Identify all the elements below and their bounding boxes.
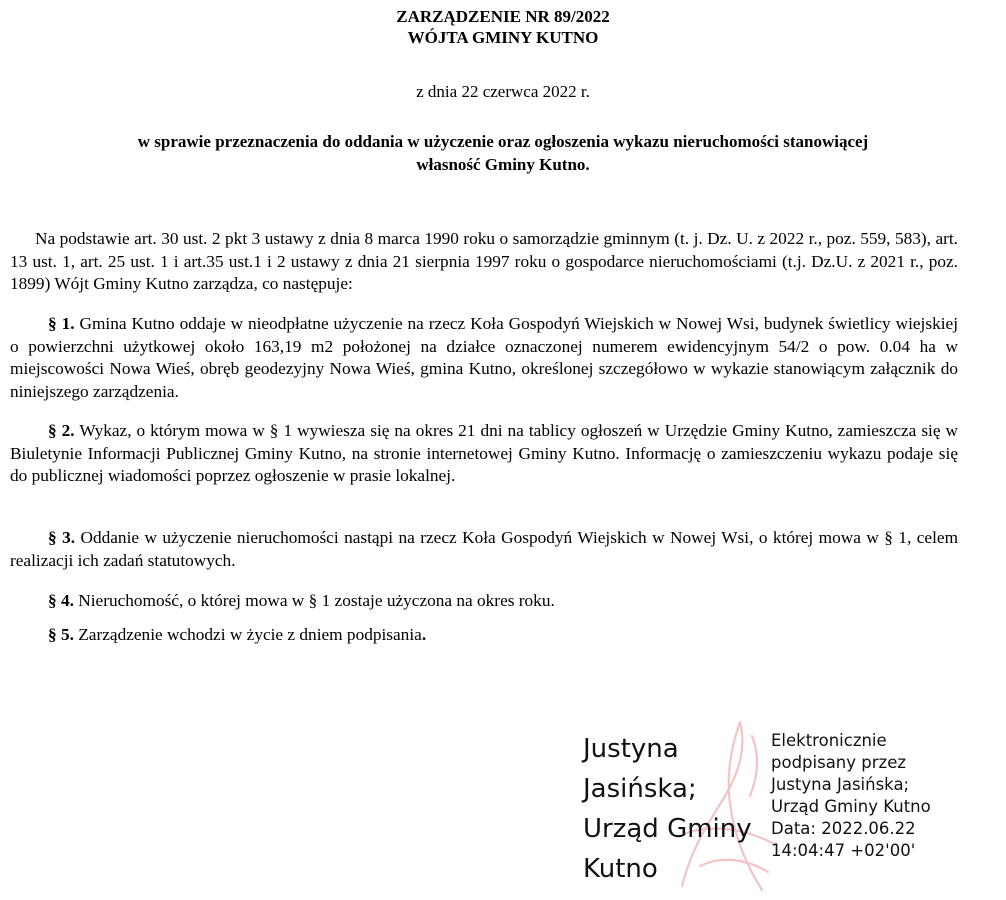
- document-title: [0, 6, 1006, 48]
- signer-name-line-4: Kutno: [583, 854, 658, 884]
- section-1: [10, 313, 958, 403]
- signature-details-line-6: 14:04:47 +02'00': [771, 841, 916, 860]
- section-5-label: § 5.: [48, 625, 74, 644]
- section-1-text: Gmina Kutno oddaje w nieodpłatne użyczenie na rzecz Koła Gospodyń Wiejskich w Nowej Wsi, budynek świetlicy wiejskiej o powierzchni użytkowej około 163,19 m2 położonej na działce oznaczonej numerem ewidencyjnym 54/2 o pow. 0.04 ha w miejscowości Nowa Wieś, obręb geodezyjny Nowa Wieś, gmina Kutno, określonej szczegółowo w wykazie stanowiącym załącznik do niniejszego zarządzenia.: [10, 314, 958, 401]
- section-5: [10, 624, 958, 647]
- section-1-label: § 1.: [48, 314, 75, 333]
- section-3-label: § 3.: [48, 528, 76, 547]
- section-2-text: Wykaz, o którym mowa w § 1 wywiesza się na okres 21 dni na tablicy ogłoszeń w Urzędzie Gminy Kutno, zamieszcza się w Biuletynie Informacji Publicznej Gminy Kutno, na stronie internetowej Gminy Kutno. Informację o zamieszczeniu wykazu podaje się do publicznej wiadomości poprzez ogłoszenie w prasie lokalnej.: [10, 421, 959, 485]
- section-3-text: Oddanie w użyczenie nieruchomości nastąpi na rzecz Koła Gospodyń Wiejskich w Nowej Wsi, o której mowa w § 1, celem realizacji ich zadań statutowych.: [10, 528, 959, 570]
- signature-details-line-1: Elektronicznie: [771, 731, 887, 750]
- signature-details-line-2: podpisany przez: [771, 753, 907, 772]
- signer-name-line-1: Justyna: [583, 734, 679, 764]
- document-subject: [0, 130, 1006, 176]
- signature-details-line-5: Data: 2022.06.22: [771, 819, 916, 838]
- signer-name-line-2: Jasińska;: [583, 774, 697, 804]
- section-4-text: Nieruchomość, o której mowa w § 1 zostaje użyczona na okres roku.: [78, 591, 555, 610]
- subject-line-2: własność Gminy Kutno.: [416, 155, 590, 174]
- document-date: z dnia 22 czerwca 2022 r.: [416, 82, 590, 101]
- subject-line-1: w sprawie przeznaczenia do oddania w użyczenie oraz ogłoszenia wykazu nieruchomości stanowiącej: [137, 132, 869, 151]
- section-3: [10, 527, 958, 572]
- signature-details-line-4: Urząd Gminy Kutno: [771, 797, 931, 816]
- signer-name-line-3: Urząd Gminy: [583, 814, 752, 844]
- section-4-label: § 4.: [48, 591, 74, 610]
- legal-basis-paragraph: Na podstawie art. 30 ust. 2 pkt 3 ustawy z dnia 8 marca 1990 roku o samorządzie gminnym (t. j. Dz. U. z 2022 r., poz. 559, 583), art. 13 ust. 1, art. 25 ust. 1 i art.35 ust.1 i 2 ustawy z dnia 21 sierpnia 1997 roku o gospodarce nieruchomościami (t.j. Dz.U. z 2021 r., poz. 1899) Wójt Gminy Kutno zarządza, co następuje:: [10, 229, 958, 293]
- section-5-text: Zarządzenie wchodzi w życie z dniem podpisania: [78, 625, 422, 644]
- signer-name-block: [583, 729, 773, 889]
- title-line-2: WÓJTA GMINY KUTNO: [407, 28, 599, 47]
- section-5-suffix: .: [421, 625, 427, 644]
- section-2-label: § 2.: [48, 421, 75, 440]
- signature-details-line-3: Justyna Jasińska;: [771, 775, 910, 794]
- section-2: [10, 420, 958, 488]
- signature-details: [771, 730, 981, 862]
- section-4: [10, 590, 958, 613]
- title-line-1: ZARZĄDZENIE NR 89/2022: [396, 7, 610, 26]
